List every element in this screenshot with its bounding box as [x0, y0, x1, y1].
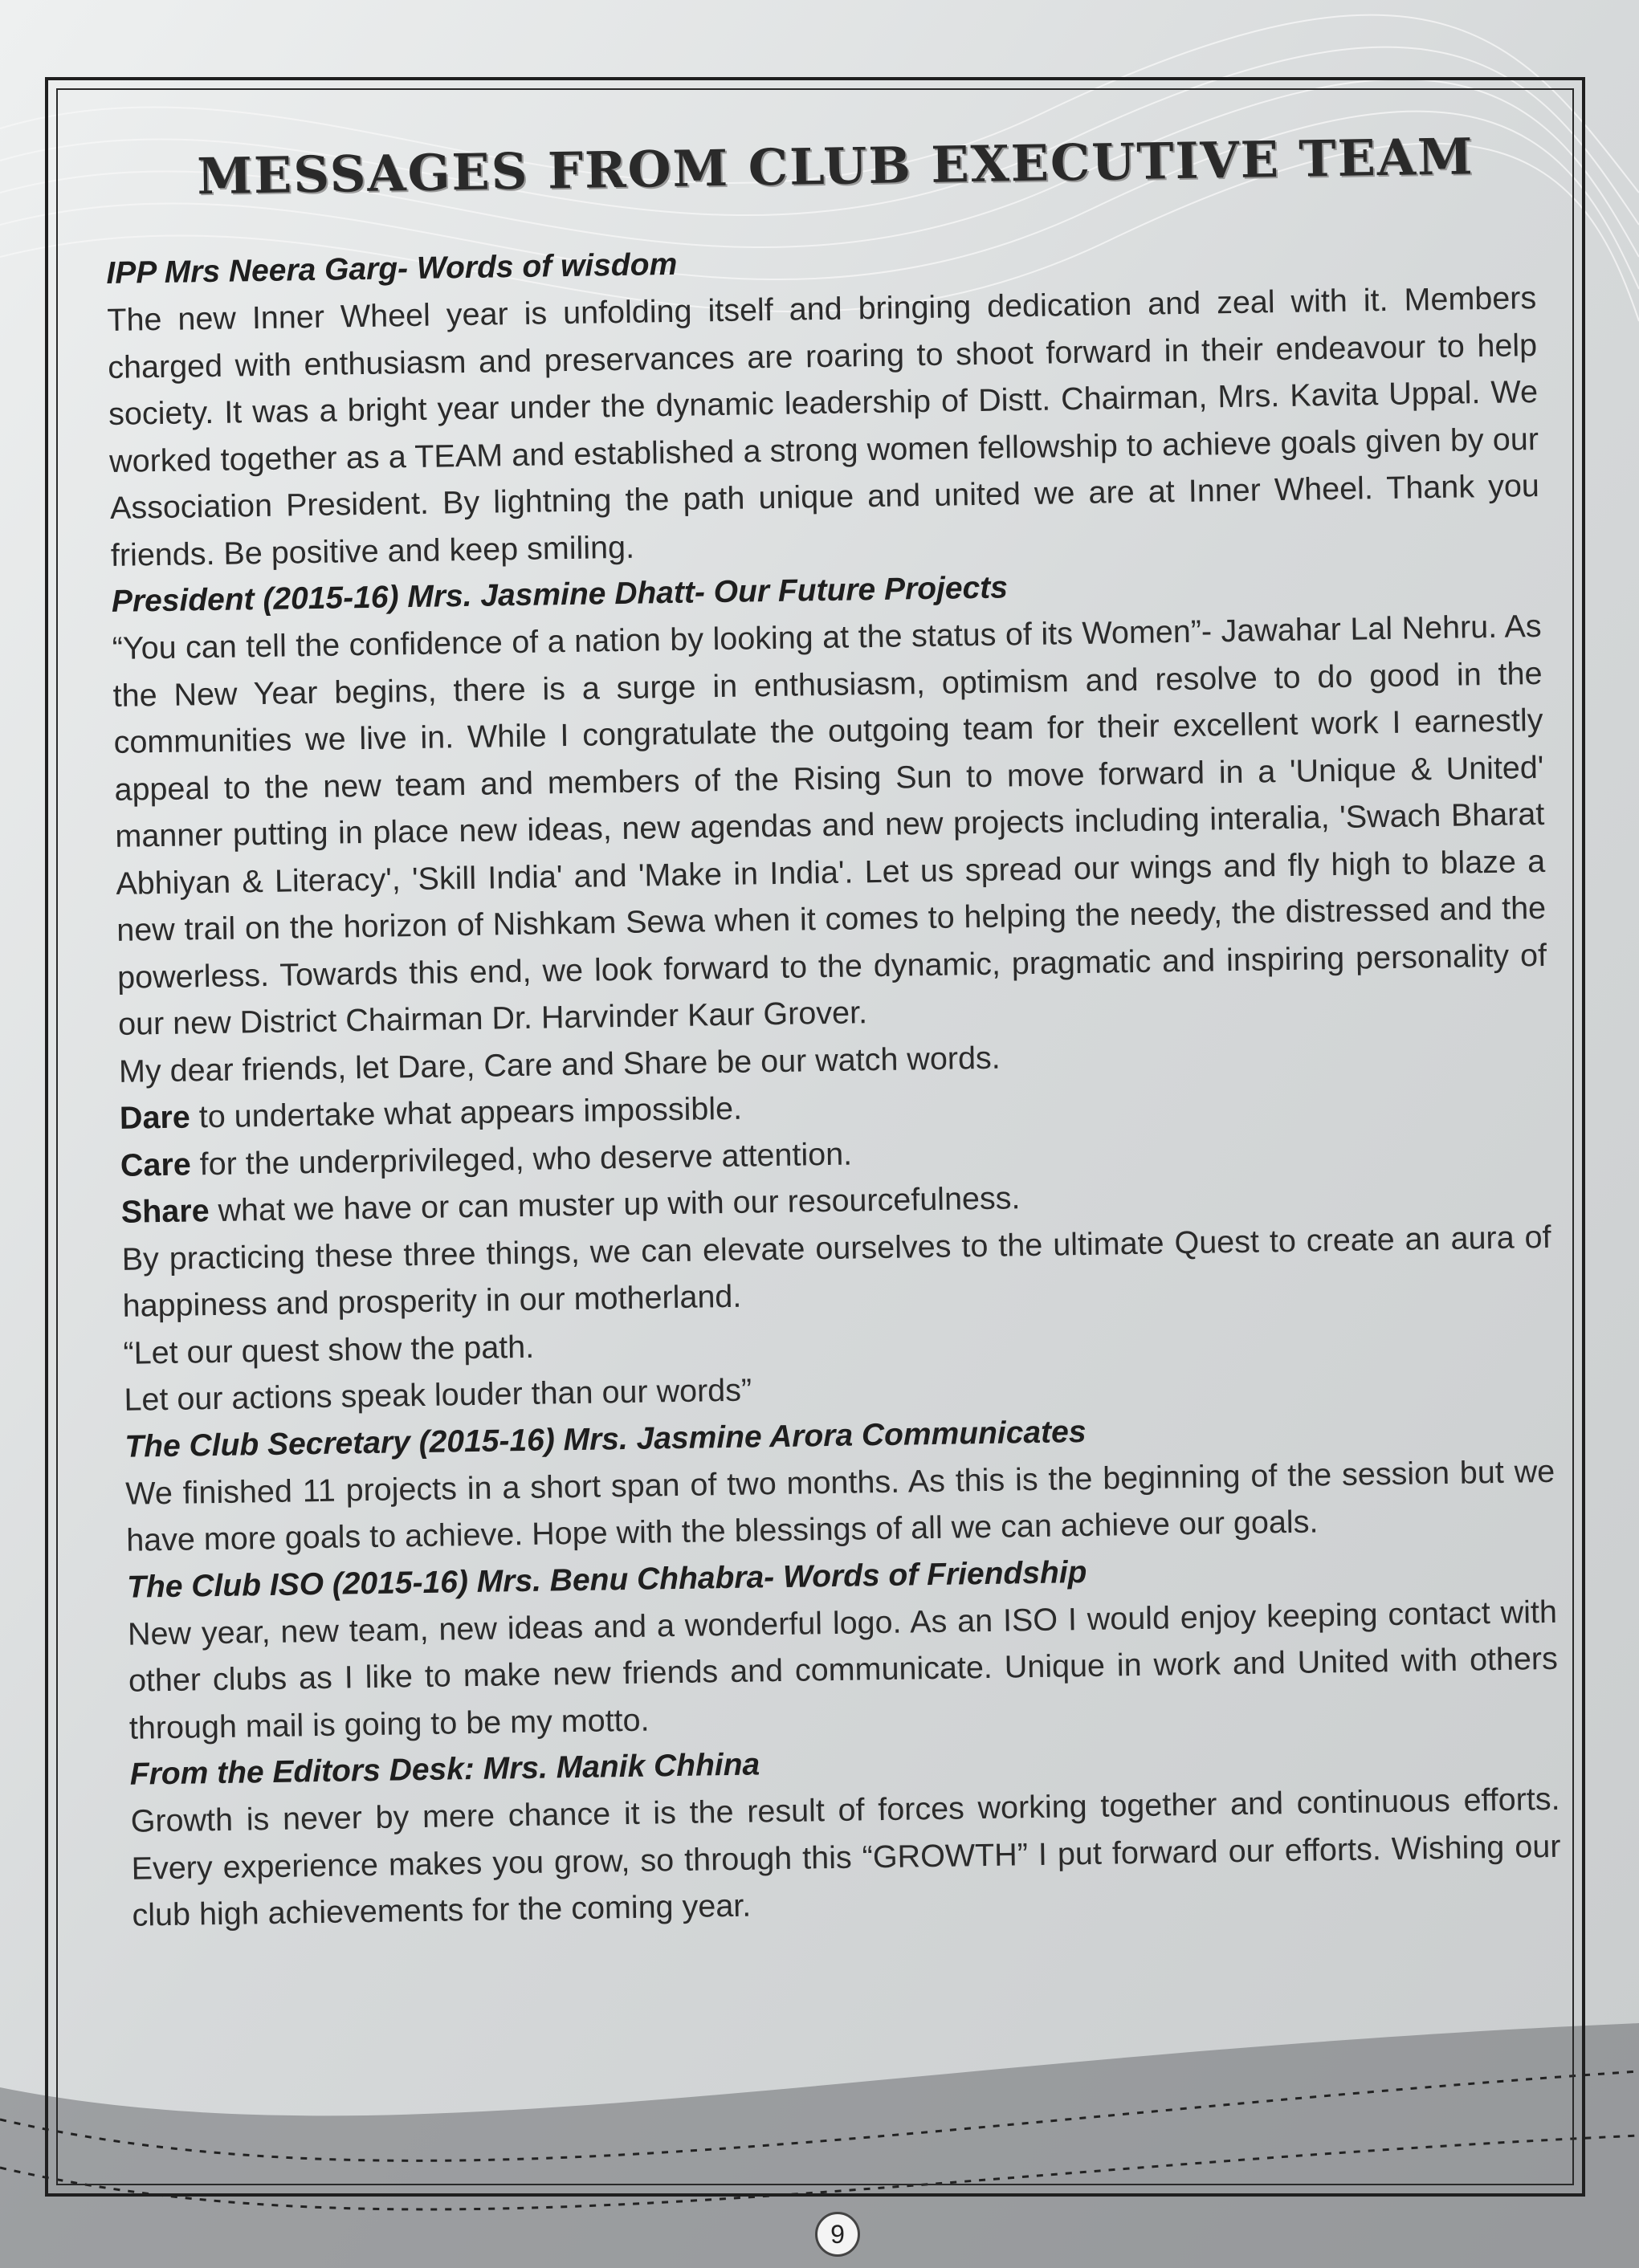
- page-title: MESSAGES FROM CLUB EXECUTIVE TEAM: [196, 127, 1475, 206]
- president-quote-line-1: “Let our quest show the path.: [123, 1329, 535, 1371]
- section-heading-iso: The Club ISO (2015-16) Mrs. Benu Chhabra- Words of Friendship: [126, 1554, 1087, 1605]
- page-number-badge: 9: [815, 2212, 860, 2257]
- president-line-practice: By practicing these three things, we can elevate ourselves to the ultimate Quest to create an aura of happiness and prosperity in our motherland.: [121, 1219, 1551, 1324]
- document-content: [104, 126, 1562, 1939]
- section-body-president: “You can tell the confidence of a nation by looking at the status of its Women”- Jawahar Lal Nehru. As the New Year begins, there is a surge in enthusiasm, optimism and resolve to do good in the communities we live in. While I congratulate the outgoing team for their excellent work I earnestly appeal to the new team and members of the Rising Sun to move forward in a 'Unique & United' manner putting in place new ideas, new agendas and new projects including interalia, 'Swach Bharat Abhiyan & Literacy', 'Skill India' and 'Make in India'. Let us spread our wings and fly high to blaze a new trail on the horizon of Nishkam Sewa when it comes to helping the needy, the distressed and the powerless. Towards this end, we look forward to the dynamic, pragmatic and inspiring personality of our new District Chairman Dr. Harvinder Kaur Grover.: [112, 608, 1547, 1042]
- section-heading-president: President (2015-16) Mrs. Jasmine Dhatt- Our Future Projects: [111, 570, 1009, 619]
- dare-text: to undertake what appears impossible.: [190, 1090, 743, 1135]
- section-heading-ipp: IPP Mrs Neera Garg- Words of wisdom: [106, 246, 678, 291]
- president-line-intro: My dear friends, let Dare, Care and Share be our watch words.: [118, 1040, 1001, 1089]
- section-heading-editor: From the Editors Desk: Mrs. Manik Chhina: [129, 1747, 760, 1792]
- section-body-editor: Growth is never by mere chance it is the result of forces working together and continuous efforts. Every experience makes you grow, so through this “GROWTH” I put forward our efforts. Wishing our club high achievements for the coming year.: [130, 1781, 1561, 1933]
- section-body-ipp: The new Inner Wheel year is unfolding itself and bringing dedication and zeal with it. Members charged with enthusiasm and preservances are roaring to shoot forward in their endeavour to help society. It was a bright year under the dynamic leadership of Distt. Chairman, Mrs. Kavita Uppal. We worked together as a TEAM and established a strong women fellowship to achieve goals given by our Association President. By lightning the path unique and united we are at Inner Wheel. Thank you friends. Be positive and keep smiling.: [107, 280, 1540, 573]
- dare-word: Dare: [119, 1099, 191, 1136]
- care-text: for the underprivileged, who deserve attention.: [190, 1136, 853, 1182]
- section-body-secretary: We finished 11 projects in a short span of two months. As this is the beginning of the session but we have more goals to achieve. Hope with the blessings of all we can achieve our goals.: [124, 1453, 1555, 1558]
- care-word: Care: [120, 1146, 192, 1183]
- share-text: what we have or can muster up with our resourcefulness.: [209, 1180, 1021, 1229]
- share-word: Share: [120, 1193, 210, 1230]
- section-body-iso: New year, new team, new ideas and a wonderful logo. As an ISO I would enjoy keeping contact with other clubs as I like to make new friends and communicate. Unique in work and United with others through mail is going to be my motto.: [127, 1594, 1559, 1746]
- section-heading-secretary: The Club Secretary (2015-16) Mrs. Jasmine Arora Communicates: [124, 1414, 1087, 1464]
- president-quote-line-2: Let our actions speak louder than our words”: [124, 1372, 752, 1418]
